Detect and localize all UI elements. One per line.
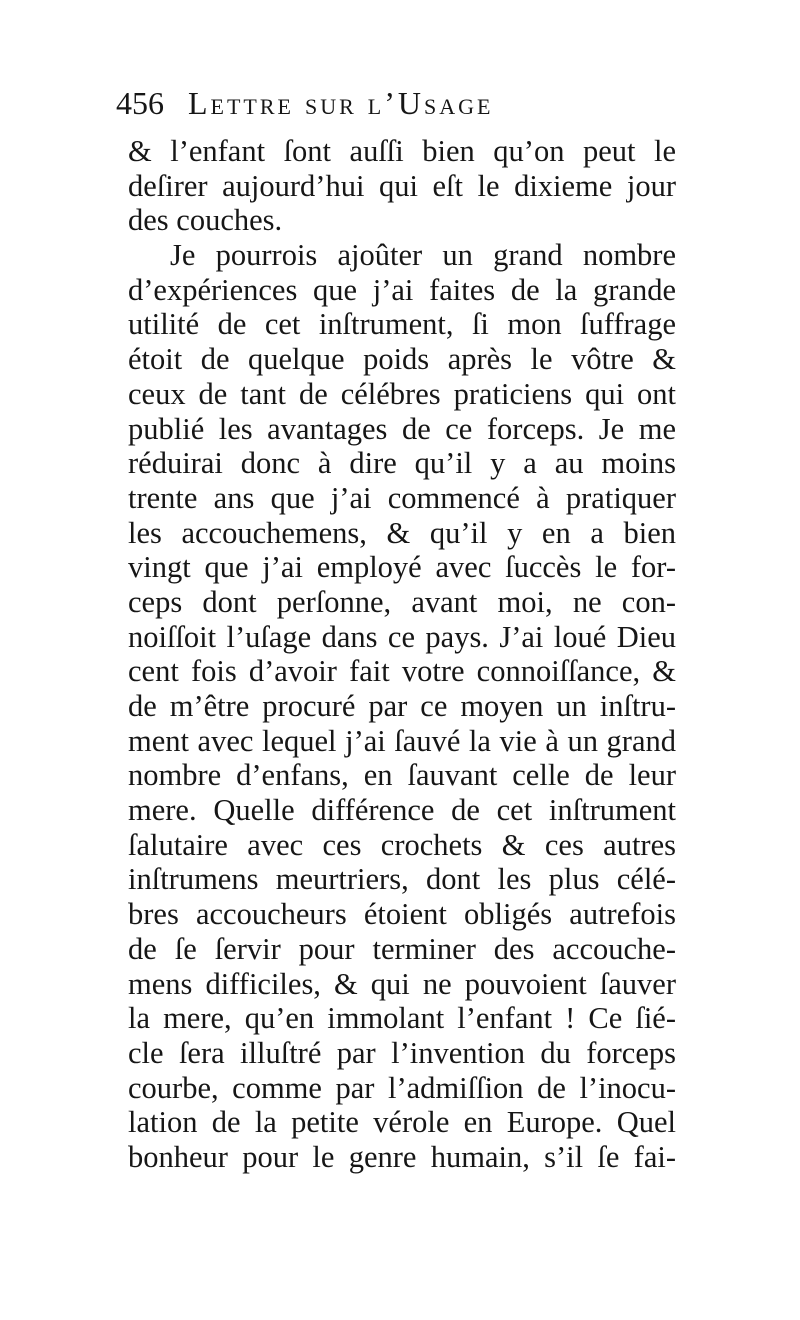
text-line: trente ans que j’ai commencé à pratiquer: [128, 480, 676, 515]
text-line: de ſe ſervir pour terminer des accouche-: [128, 931, 676, 966]
text-line: ceps dont perſonne, avant moi, ne con-: [128, 584, 676, 619]
text-line: lation de la petite vérole en Europe. Quel: [128, 1105, 676, 1140]
text-line: Je pourrois ajoûter un grand nombre: [170, 238, 676, 273]
page-header: [116, 80, 716, 126]
text-line: deſirer aujourd’hui qui eſt le dixieme jour: [128, 168, 676, 203]
text-line: cent fois d’avoir fait votre connoiſſance, &: [128, 654, 676, 689]
body-text: [128, 134, 676, 1175]
text-line: ſalutaire avec ces crochets & ces autres: [128, 827, 676, 862]
text-line: & l’enfant ſont auſſi bien qu’on peut le: [128, 134, 676, 168]
text-line: courbe, comme par l’admiſſion de l’inocu-: [128, 1070, 676, 1105]
running-title: Lettre sur l’Usage: [188, 85, 494, 121]
text-line: utilité de cet inſtrument, ſi mon ſuffrage: [128, 307, 676, 342]
text-line: les accouchemens, & qu’il y en a bien: [128, 515, 676, 550]
page-number: 456: [116, 85, 164, 121]
text-line: cle ſera illuſtré par l’invention du forceps: [128, 1035, 676, 1070]
text-line: de m’être procuré par ce moyen un inſtru-: [128, 689, 676, 723]
text-line: publié les avantages de ce forceps. Je me: [128, 411, 676, 446]
text-line: mens difficiles, & qui ne pouvoient ſauver: [128, 966, 676, 1001]
text-line: des couches.: [128, 203, 283, 238]
text-line: noiſſoit l’uſage dans ce pays. J’ai loué Dieu: [128, 619, 676, 654]
text-line: inſtrumens meurtriers, dont les plus célé-: [128, 862, 676, 897]
text-line: réduirai donc à dire qu’il y a au moins: [128, 446, 676, 481]
text-line: mere. Quelle différence de cet inſtrument: [128, 793, 676, 828]
paragraph-continuation: [128, 134, 676, 238]
text-line: d’expériences que j’ai faites de la grande: [128, 272, 676, 307]
text-line: ceux de tant de célébres praticiens qui ont: [128, 376, 676, 411]
text-line: bres accoucheurs étoient obligés autrefois: [128, 897, 676, 932]
text-line: nombre d’enfans, en ſauvant celle de leur: [128, 758, 676, 793]
paragraph: [128, 238, 676, 1175]
text-line: étoit de quelque poids après le vôtre &: [128, 342, 676, 377]
text-line: ment avec lequel j’ai ſauvé la vie à un grand: [128, 723, 676, 758]
text-line: la mere, qu’en immolant l’enfant ! Ce ſié-: [128, 1001, 676, 1036]
text-line: vingt que j’ai employé avec ſuccès le for-: [128, 550, 676, 585]
text-line: bonheur pour le genre humain, s’il ſe fai-: [128, 1139, 676, 1174]
